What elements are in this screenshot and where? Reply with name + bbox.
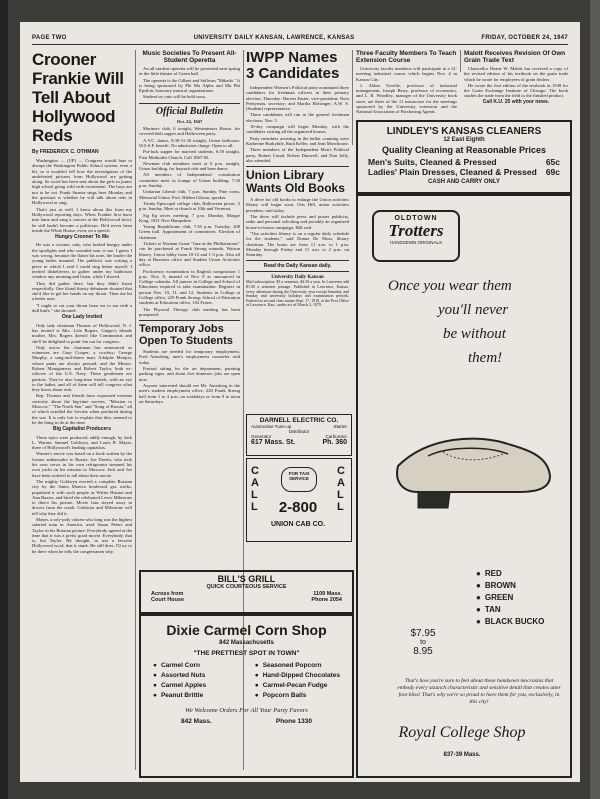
- paragraph: Warner's movie was based on a book written by the former ambassador to Russia, Joe Davies, who took his own crews in his own refrigerator steamed his own yacht on his mission to Moscow. Jack and Joe have been ordered to tell about their movie.: [32, 451, 132, 478]
- brand-name: OLDTOWN: [394, 215, 438, 222]
- bulletin-title: Official Bulletin: [155, 105, 224, 117]
- ad-tagline: QUICK COURTEOUS SERVICE: [206, 584, 287, 590]
- paragraph: Rep. Thomas and friends have expressed extreme curiosity about the big-time movies, "Mission to Moscow," "The North Star" and "Song of Russia," all of which extolled the Soviets when produced during the war. It is only fair to explain that they seemed to be the thing to do at the time.: [32, 393, 132, 425]
- brand-subtitle: HANDSEWN ORIGINALS: [389, 240, 442, 245]
- paragraph: The operetta is the Gilbert and Sullivan "Mikado." It is being sponsored by Phi Mu Alpha and Mu Phi Epsilon, honorary musical organizations.: [139, 77, 240, 94]
- paragraph: Only lady chairman Thomas of Hollywood, N. J. has invited is Mrs. Lela Rogers, Ginger's blonde mother. Mrs. Rogers doesn't like Communists and she'll be delighted to point 'em out for congress.: [32, 322, 132, 344]
- ad-location: Across from: [151, 591, 184, 597]
- paragraph: The mighty Goldwyn erected a complete Russian city by the Santa Monica boulevard gas works, populated it with such people as Walter Huston and Ann Baxter, and hired the celebrated Lewis Milestone to direct his picture. Movie fans stayed away in droves from the result. Goldwyn and Milestone will tell why they did it.: [32, 478, 132, 516]
- paragraph: Washington — (UP) — Congress would hate to disrupt the Washington Public School system, even a bit, so it wouldn't tell how the investigators of the undefeated pictures from Hollywood are getting along. So word has been sent about the girls in junior high school going wild with excitement. The boys are not to be cut. Frank Sinatra sings here Monday and the question is whether he will talk about reds in Hollywood or sing.: [32, 158, 132, 206]
- paragraph: Portrait sitting for the art department, painting parking signs, and about five domestic jobs are open now.: [139, 366, 240, 382]
- paragraph: Chancellor Deane W. Malott has received a copy of the revised edition of his textbook on the grain trade which he wrote for employees of grain dealers.: [464, 66, 568, 82]
- ad-blurb: That's how you're sure to feel about these handsewn moccasins that embody every staunch characteristic and sensitive detail that creates utter foot bliss! That's why we're so proud to have them for you, exclusively, in this city!: [397, 678, 561, 705]
- page-edge-right: [590, 0, 600, 799]
- headline: IWPP Names 3 Candidates: [246, 50, 340, 82]
- masthead-line: UNIVERSITY DAILY KANSAN, LAWRENCE, KANSAS: [193, 35, 355, 41]
- subhead: Hungry Crooner To Me: [55, 234, 109, 241]
- paragraph: That's just as well. I know about this from my Hollywood reporting days. When Frankie first burst into fame and sang a concert at the Hollywood bowl, he still hadn't become a politician. He'd never been inside the White House, even, on a speech.: [32, 206, 132, 233]
- ad-lindleys-cleaners: [356, 120, 572, 194]
- call-right: CALL: [337, 465, 345, 513]
- issue-date: FRIDAY, OCTOBER 24, 1947: [481, 35, 568, 41]
- ad-welcome: We Welcome Orders For All Your Party Favors: [185, 707, 308, 714]
- paragraph: Only actors the chairman has announced as witnesses are Gary Cooper, a cowboy; George Murphy, a song-and-dance man; Adolphe Menjou, whose pants are always pressed, and the Messrs. Robert Montgomery and Robert Taylor, both ex-officers of the U.S. Navy. These gentlemen are patriots. They've also long-time friends, with an eye to the ladies, and all of them will tell congress what they know about reds.: [32, 344, 132, 393]
- masthead-text: Mail subscription: $3 a semester, $4.50 a year. In Lawrence add $1.00 a semester postage. Published in Lawrence, Kansas, every afternoon during the University year except Saturday and Sunday and university holidays and examination periods. Entered as second class matter Sept. 17, 1910, at the Post Office at Lawrence, Kan., under act of March 3, 1879.: [246, 279, 349, 308]
- bulletin-date: Oct. 24, 1947: [176, 118, 203, 124]
- service-item: Generator: [251, 434, 272, 439]
- script-line: you'll never: [438, 302, 509, 318]
- service-item: Automotive Tune-up: [251, 424, 292, 429]
- service-item: Starter: [333, 424, 347, 429]
- color-list: [476, 568, 544, 628]
- bulletin-item: Mariners club, 6 tonight, Westminster House, for covered-dish supper and Halloween party.: [139, 126, 240, 137]
- paragraph: He wrote the first edition of the textbook in 1938 for the Grain Exchange Institute of Chicago. The book studies the trade from the field to the finished product.: [464, 82, 568, 99]
- paragraph: They did gather there, but they didn't listen respectfully. One blond thirsty debutante shouted that she'd like to get her hands on my throat. Then she hit a better note.: [32, 280, 132, 302]
- ad-dixie-carmel-corn: [139, 614, 354, 778]
- ad-location: Court House: [151, 597, 184, 603]
- paragraph: 10-day campaign will begin Monday, with the candidates visiting all the organized houses.: [246, 124, 349, 135]
- script-line: be without: [443, 326, 506, 342]
- bulletin-item: All members of Independents' constitution committee meet in lounge of Union building, 7:30 p.m. Sunday.: [139, 172, 240, 189]
- product-item: ● Assorted Nuts: [153, 671, 206, 681]
- ad-address: 842 Mass.: [181, 718, 212, 725]
- price-high: 8.95: [413, 646, 433, 657]
- paragraph: Students are needed for temporary employment, Fred Amssberg, men's employment counselor said today.: [139, 349, 240, 365]
- column-two: [139, 50, 240, 590]
- article-malott-textbook: [464, 50, 568, 114]
- script-line: them!: [468, 350, 503, 366]
- ad-title: LINDLEY'S KANSAS CLEANERS: [386, 126, 542, 137]
- bulletin-item: Unitarian Liberal club, 7 p.m. Sunday, Pine room, Memorial Union. Prof. Hilden Gibson, speaker.: [139, 189, 240, 200]
- ad-title: BILL'S GRILL: [217, 574, 276, 584]
- headline: Crooner Frankie Will Tell About Hollywood Reds: [32, 50, 124, 145]
- color-option: ● TAN: [476, 604, 544, 616]
- bulletin-item: Young Republicans club, 7:30 p.m. Tuesday, 208 Green hall. Appointment of committees. Election of chairman.: [139, 224, 240, 240]
- paragraph: Independent Women's Political party nominated three candidates for freshman officers in their primary election, Thursday: Harriet Easter, vice-president; Nora Prettyman, secretary; and Martha Holsinger, A.W. S. (Student) representative.: [246, 85, 349, 112]
- script-line: Once you wear them: [388, 278, 512, 294]
- filler-line: Read the Daily Kansan daily.: [246, 260, 349, 272]
- subhead: One Lady Invited: [61, 314, 103, 321]
- paragraph: A drive for old books to enlarge the Union activities library will begin soon, Otis Hill, union activities president, said today.: [246, 197, 349, 213]
- cab-company: UNION CAB CO.: [270, 521, 326, 528]
- ad-tagline: Quality Cleaning at Reasonable Prices: [381, 145, 547, 155]
- color-option: ● BLACK BUCKO: [476, 616, 544, 628]
- column-three: [246, 50, 349, 406]
- store-name: Royal College Shop: [398, 724, 526, 741]
- color-option: ● RED: [476, 568, 544, 580]
- ad-darnell-electric: [246, 414, 352, 456]
- bulletin-item: Trinity Episcopal college club, Halloween picnic, 5 p.m. Sunday. Meet at church at 10th and Vermont.: [139, 200, 240, 212]
- product-item: ● Popcorn Balls: [255, 691, 340, 701]
- paragraph: These candidates will run in the general freshman elections, Nov. 5.: [246, 112, 349, 123]
- paragraph: J. Alden Treville, professor of industrial management, Joseph Berry, professor of economics, and L. R. Woodley, manager of the University book store, are three of the 11 instructors for the meetings sponsored by the University extension and the National Association of Purchasing Agents.: [356, 82, 457, 114]
- ad-title: Dixie Carmel Corn Shop: [166, 622, 327, 638]
- paragraph: "Our activities library is on a regular daily schedule for the students," said Donna De Moss, library chairman. The hours are from 11 a.m. to 1 p.m. Monday through Friday and 11 a.m. to 2 p.m. on Saturday.: [246, 230, 349, 258]
- ad-address: 842 Massachusetts: [219, 640, 274, 646]
- paragraph: Three members of the Independent Men's Political party, Robert Casad, Robert Dunwell, and Don Jolly, also attended.: [246, 147, 349, 163]
- paragraph: He was a crooner, only, who looked hungry under the spotlights and who sounded sour to me. I guess I was wrong, because the flatter his note, the louder the young ladies moaned. The publicist was writing a piece in which I said I could sing better myself. I invited disbelievers to gather under my bathroom window any morning and listen, while I shaved.: [32, 242, 132, 280]
- service-item: Distributor: [288, 429, 310, 434]
- price-low: $7.95: [410, 628, 436, 639]
- service-item: Carburetor: [325, 434, 347, 439]
- article-faculty-extension: [356, 50, 457, 114]
- page-header: [32, 32, 568, 45]
- product-item: ● Peanut Brittle: [153, 691, 206, 701]
- product-item: ● Seasoned Popcorn: [255, 661, 340, 671]
- paragraph: "I ought to cut your throat from ear to ear with a dull knife," she shouted.: [32, 302, 132, 314]
- ad-title: DARNELL ELECTRIC CO.: [259, 417, 339, 424]
- color-option: ● GREEN: [476, 592, 544, 604]
- price-to: to: [420, 639, 426, 646]
- bulletin-item: Pot-luck supper for married students, 6:30 tonight, First Methodist Church. Call 1867-M.: [139, 149, 240, 160]
- ad-phone: Phone 2054: [311, 597, 342, 603]
- ad-tagline: "THE PRETTIEST SPOT IN TOWN": [193, 650, 300, 657]
- color-option: ● BROWN: [476, 580, 544, 592]
- page-number: PAGE TWO: [32, 35, 67, 41]
- paragraph: University faculty members will participate in a 12-meeting industrial course which begins Nov. 4 in Kansas City.: [356, 66, 457, 82]
- headline: Malott Receives Revision Of Own Grain Trade Text: [464, 50, 566, 64]
- product-item: ● Hand-Dipped Chocolates: [255, 671, 340, 681]
- brand-badge: [372, 210, 460, 262]
- page-edge-left: [0, 0, 8, 799]
- ad-royal-college-shop: [356, 194, 572, 778]
- subhead: Big Capitalist Producers: [52, 426, 112, 433]
- ad-address: 1109 Mass.: [313, 591, 342, 597]
- ad-phone: Phone 1330: [275, 718, 312, 725]
- headline: Temporary Jobs Open To Students: [139, 323, 233, 348]
- ad-price: 65c: [545, 157, 560, 167]
- paragraph: An all-student operetta will be presented next spring in the little theater of Green hall.: [139, 66, 240, 77]
- bulletin-item: Newman club members meet at 6 p.m. tonight, Union building, for hayrack ride and barn dance.: [139, 160, 240, 172]
- headline: Music Societies To Present All-Student Operetta: [142, 50, 237, 64]
- bulletin-item: Tickets to Norman Granz "Jazz at the Philharmonic" can be purchased at Frank Strong rotunda, Watson library, Union lobby from 10-12 and 1-3 p.m. Also all day at Business office and Student Union Activities office.: [139, 241, 240, 268]
- ad-line-item: Men's Suits, Cleaned & Pressed: [368, 157, 497, 167]
- shoe-illustration: [388, 396, 558, 516]
- article-crooner-frankie: [32, 50, 132, 780]
- byline: By FREDERICK C. OTHMAN: [32, 149, 99, 155]
- product-item: ● Carmel Corn: [153, 661, 206, 671]
- newspaper-page: [20, 22, 580, 782]
- ad-address: 12 East Eighth: [443, 137, 485, 143]
- bulletin-item: A.V.C. dance, 8:30-11:30 tonight, Union ballroom. W.S.S.F. benefit. No admission charge. Open to all.: [139, 137, 240, 148]
- call-left: CALL: [251, 465, 259, 513]
- ad-bills-grill: [139, 570, 354, 614]
- paragraph: The drive will include press and poster publicity, radio and personal soliciting and possibly an organized house-to-house campaign, Hill said.: [246, 214, 349, 230]
- product-item: ● Carmel Apples: [153, 681, 206, 691]
- headline: Three Faculty Members To Teach Extension Course: [356, 50, 457, 64]
- ad-line-item: Ladies' Plain Dresses, Cleaned & Pressed: [368, 167, 537, 177]
- ad-address: 617 Mass. St.: [251, 439, 295, 446]
- bulletin-item: Proficiency examination in English composition 1 p.m., Nov. 8, instead of Nov. 8 as announced in College calendar. All juniors in College and School of Education required to take examination. Register in person Nov. 10, 11, and 12. Students in College at College office, 229 Frank Strong; School of Education students at Education office, 102 Fraser.: [139, 268, 240, 306]
- paragraph: Party members assisting in the ballot counting were Katherine Burkyhile, Ruth Keller, and Jean Moorhouse.: [246, 135, 349, 146]
- paragraph: These epics were produced, oddly enough, by Jack L. Warner, Samuel Goldwyn, and Louis B. Mayer, three of Hollywood's leading capitalists.: [32, 434, 132, 451]
- ad-phone: Ph. 360: [322, 439, 347, 446]
- ad-price: 69c: [545, 167, 560, 177]
- store-address: 837-39 Mass.: [443, 752, 481, 758]
- paragraph: Student try outs will be held soon.: [143, 94, 206, 100]
- ad-footer: CASH AND CARRY ONLY: [428, 179, 500, 185]
- cab-phone: 2-800: [278, 499, 318, 516]
- paragraph: Mayer, a roly-poly citizen who long was the highest salaried man in America, used Susan Peters and Taylor in his Russian picture. Everybody agreed at the time that it was a pretty good movie. Everybody, that is, but Taylor. He thought, to use a favorite Hollywood word, that it stunk. He still does. I'll try to be there when he tells the congressmen why.: [32, 517, 132, 554]
- news-tip-line: Call K.U. 25 with your news.: [482, 98, 550, 105]
- headline: Union Library Wants Old Books: [246, 168, 345, 196]
- taxi-badge: FOR TAXI SERVICE: [281, 467, 317, 492]
- ad-union-cab: [246, 458, 352, 542]
- bulletin-item: The Physical Therapy club meeting has been postponed.: [139, 306, 240, 317]
- bulletin-item: Sig Ep wives meeting, 7 p.m. Monday, Margie Krug, 1921 New Hampshire.: [139, 212, 240, 223]
- product-item: ● Carmel-Pecan Fudge: [255, 681, 340, 691]
- paragraph: Anyone interested should see Mr. Amssberg in the men's student employment office, 220 Frank Strong hall from 1 to 4 p.m. on weekdays or from 9 to noon on Saturdays.: [139, 382, 240, 404]
- masthead-title: University Daily Kansan: [271, 275, 324, 281]
- brand-script: Trotters: [388, 221, 444, 240]
